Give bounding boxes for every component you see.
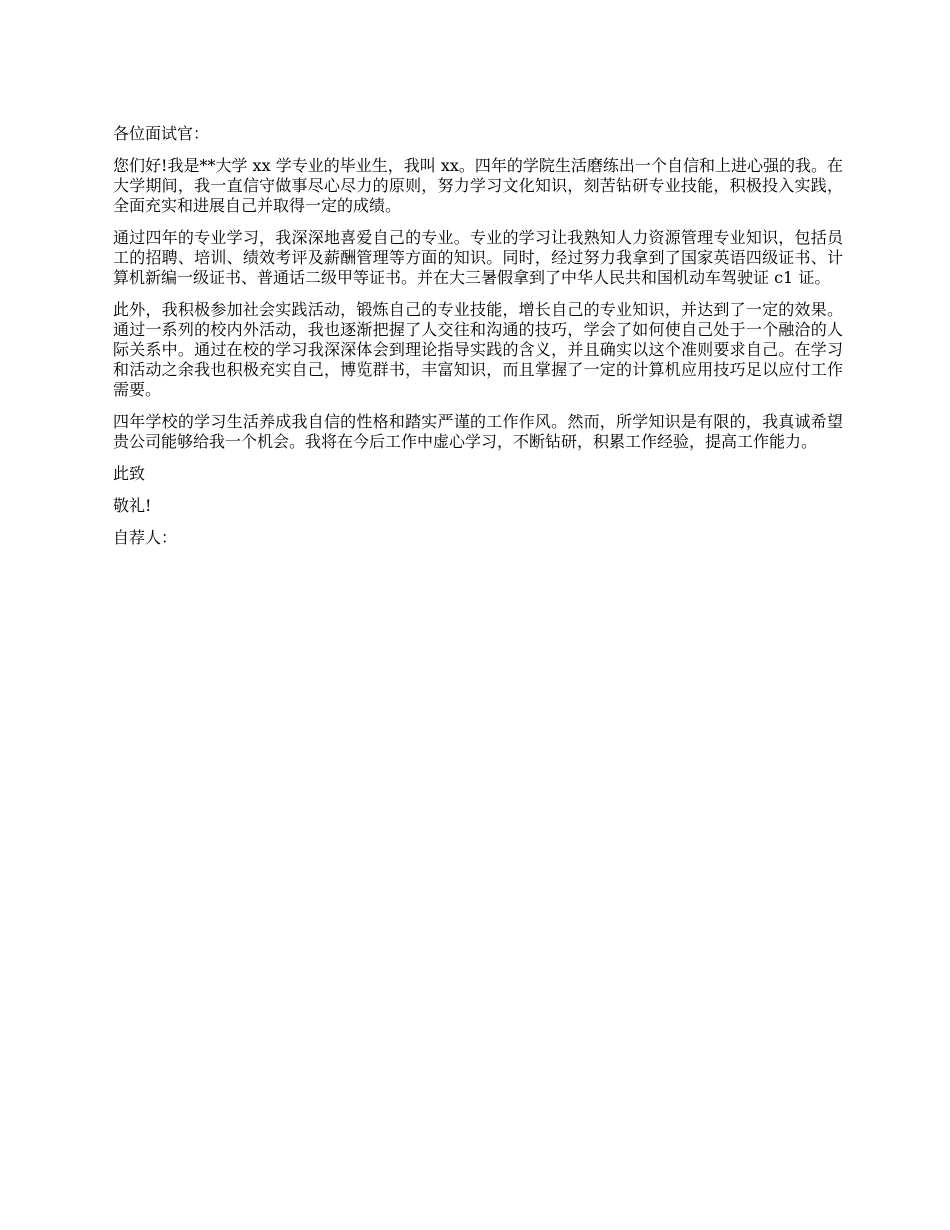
salutation: 各位面试官： — [113, 124, 210, 143]
paragraph-study: 通过四年的专业学习，我深深地喜爱自己的专业。专业的学习让我熟知人力资源管理专业知识，包括员工的招聘、培训、绩效考评及薪酬管理等方面的知识。同时，经过努力我拿到了国家英语四级证书、计算机新编一级证书、普通话二级甲等证书。并在大三暑假拿到了中华人民共和国机动车驾驶证 c1 证。 — [113, 228, 843, 287]
closing-line-2: 敬礼! — [113, 496, 152, 515]
signature-line: 自荐人： — [113, 528, 178, 547]
paragraph-conclusion: 四年学校的学习生活养成我自信的性格和踏实严谨的工作作风。然而，所学知识是有限的，我真诚希望贵公司能够给我一个机会。我将在今后工作中虚心学习，不断钻研，积累工作经验，提高工作能力。 — [113, 412, 843, 451]
closing-line-1: 此致 — [113, 464, 146, 483]
letter-body — [113, 124, 843, 560]
paragraph-intro: 您们好!我是**大学 xx 学专业的毕业生，我叫 xx。四年的学院生活磨练出一个自信和上进心强的我。在大学期间，我一直信守做事尽心尽力的原则，努力学习文化知识，刻苦钻研专业技能，积极投入实践，全面充实和进展自己并取得一定的成绩。 — [113, 156, 843, 215]
paragraph-practice: 此外，我积极参加社会实践活动，锻炼自己的专业技能，增长自己的专业知识，并达到了一定的效果。通过一系列的校内外活动，我也逐渐把握了人交往和沟通的技巧，学会了如何使自己处于一个融洽的人际关系中。通过在校的学习我深深体会到理论指导实践的含义，并且确实以这个准则要求自己。在学习和活动之余我也积极充实自己，博览群书，丰富知识，而且掌握了一定的计算机应用技巧足以应付工作需要。 — [113, 300, 843, 399]
